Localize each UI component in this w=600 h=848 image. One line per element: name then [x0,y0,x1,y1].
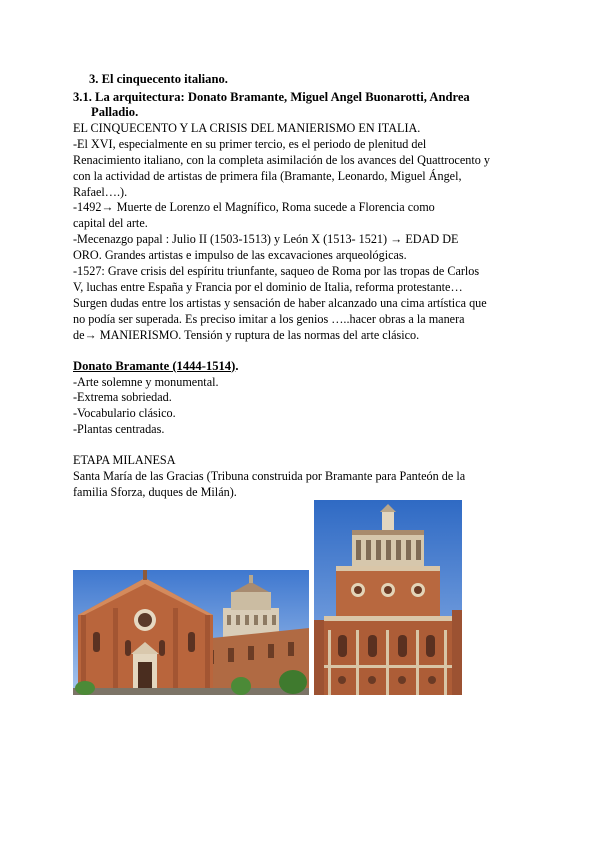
spacer [73,438,535,453]
bramante-item: -Extrema sobriedad. [73,390,172,405]
subsection-heading-line1: 3.1. La arquitectura: Donato Bramante, Miguel Angel Buonarotti, Andrea [73,89,470,104]
intro-line: -1492→ Muerte de Lorenzo el Magnífico, Roma sucede a Florencia como [73,200,435,215]
intro-line: Rafael….). [73,184,128,199]
intro-line: Renacimiento italiano, con la completa asimilación de los avances del Quattrocento y [73,152,490,167]
subsection-heading-line2: Palladio. [91,105,139,120]
bramante-title-suffix: . [235,358,239,373]
bramante-item: -Plantas centradas. [73,422,165,437]
intro-line: -1527: Grave crisis del espíritu triunfante, saqueo de Roma por las tropas de Carlos [73,264,480,279]
subsection-heading [73,90,535,121]
intro-line: ORO. Grandes artistas e impulso de las excavaciones arqueológicas. [73,248,407,263]
intro-line: de→ MANIERISMO. Tensión y ruptura de las normas del arte clásico. [73,327,420,342]
milanesa-title: ETAPA MILANESA [73,453,176,468]
tribuna-photo [314,500,462,695]
document-body [73,72,535,501]
intro-line: V, luchas entre España y Francia por el dominio de Italia, reforma protestante… [73,279,463,294]
intro-line: -Mecenazgo papal : Julio II (1503-1513) y León X (1513- 1521) → EDAD DE [73,232,459,247]
intro-line: capital del arte. [73,216,148,231]
milanesa-text-line: familia Sforza, duques de Milán). [73,484,237,499]
intro-line: con la actividad de artistas de primera fila (Bramante, Leonardo, Miguel Ángel, [73,168,462,183]
bramante-item: -Vocabulario clásico. [73,406,176,421]
intro-line: -El XVI, especialmente en su primer tercio, es el periodo de plenitud del [73,136,427,151]
bramante-title-text: Donato Bramante (1444-1514) [73,358,236,373]
spacer [73,344,535,359]
milanesa-text-line: Santa María de las Gracias (Tribuna construida por Bramante para Panteón de la [73,469,466,484]
bramante-title [73,359,535,375]
intro-line: no podía ser superada. Es preciso imitar a los genios …..hacer obras a la manera [73,311,465,326]
intro-line: Surgen dudas entre los artistas y sensación de haber alcanzado una cima artística que [73,295,487,310]
intro-line: EL CINQUECENTO Y LA CRISIS DEL MANIERISMO EN ITALIA. [73,120,421,135]
section-heading: 3. El cinquecento italiano. [89,72,228,86]
bramante-item: -Arte solemne y monumental. [73,374,219,389]
church-facade-photo [73,570,309,695]
